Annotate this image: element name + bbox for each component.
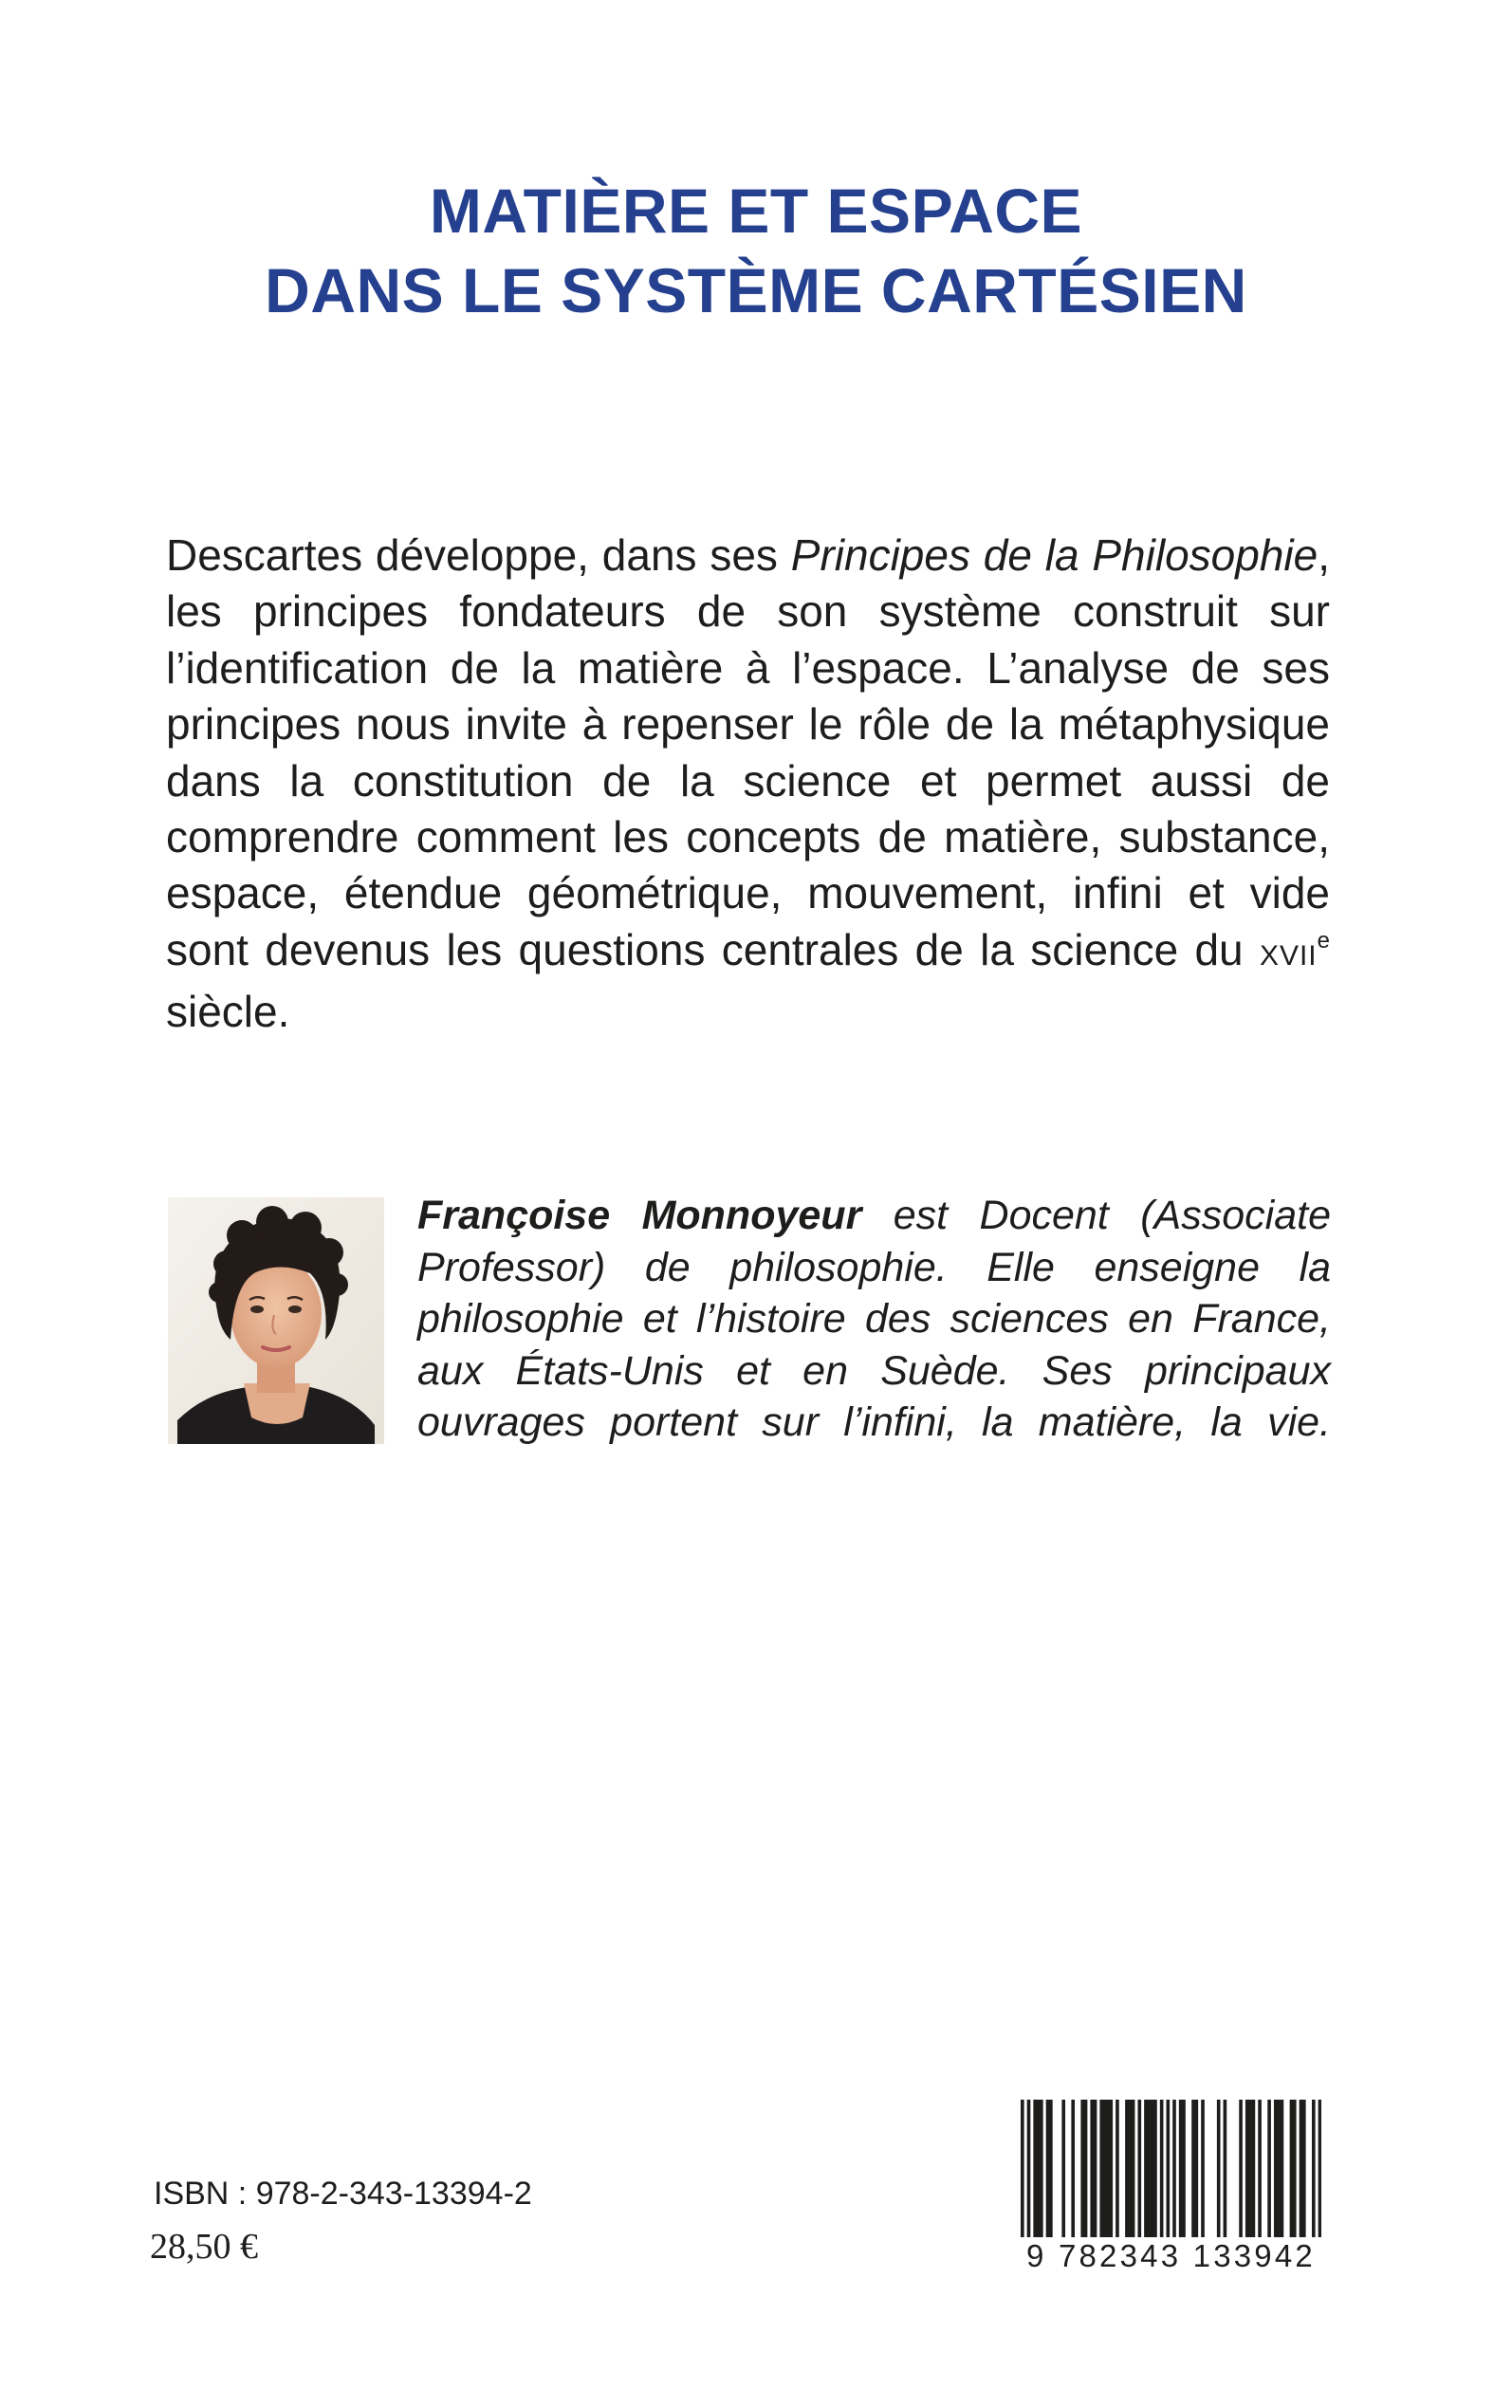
author-bio xyxy=(417,1190,1331,1449)
barcode-bar xyxy=(1128,2100,1132,2238)
barcode-bar xyxy=(1061,2100,1065,2238)
barcode-digits: 9 782343 133942 xyxy=(1021,2237,1321,2275)
blurb-text-2: , les principes fondateurs de son système construit sur l’identification de la matière à l’espace. L’analyse de ses principes nous invite à repenser le rôle de la métaphysique dans la constitution de la science et permet aussi de comprendre comment les concepts de matière, substance, espace, étendue géométrique, mouvement, infini et vide sont devenus les questions centrales de la science du xyxy=(166,530,1330,974)
barcode-bar xyxy=(1274,2100,1278,2238)
barcode-bar xyxy=(1267,2100,1271,2238)
blurb-text-1: Descartes développe, dans ses xyxy=(166,530,791,580)
barcode-bar xyxy=(1080,2100,1084,2238)
barcode-bar xyxy=(1037,2100,1041,2238)
barcode-bar xyxy=(1160,2100,1164,2238)
barcode-bar xyxy=(1217,2100,1221,2238)
barcode-bar xyxy=(1090,2100,1094,2238)
barcode-bar xyxy=(1132,2100,1135,2238)
barcode-bar xyxy=(1281,2100,1284,2238)
barcode-bar xyxy=(1179,2100,1183,2238)
barcode-bar xyxy=(1147,2100,1151,2238)
barcode-bar xyxy=(1103,2100,1107,2238)
author-bio-text: est Docent (Associate Professor) de philosophie. Elle enseigne la philosophie et l’histoire des sciences en France, aux États-Unis et en Suède. Ses principaux ouvrages portent sur l’infini, la matière, la vie. xyxy=(417,1193,1331,1445)
barcode-bar xyxy=(1302,2100,1306,2238)
barcode-bar xyxy=(1224,2100,1227,2238)
isbn: ISBN : 978-2-343-13394-2 xyxy=(154,2176,532,2212)
barcode-bar xyxy=(1071,2100,1075,2238)
barcode-bar xyxy=(1195,2100,1199,2238)
title-line-1: MATIÈRE ET ESPACE xyxy=(429,176,1083,246)
blurb-century: XVII xyxy=(1259,939,1318,972)
barcode-bar xyxy=(1109,2100,1113,2238)
barcode-bar xyxy=(1290,2100,1294,2238)
barcode-bar xyxy=(1033,2100,1037,2238)
barcode-bar xyxy=(1293,2100,1297,2238)
barcode xyxy=(1021,2100,1321,2275)
barcode-bar xyxy=(1049,2100,1053,2238)
blurb-century-sup: e xyxy=(1317,927,1330,954)
barcode-bar xyxy=(1248,2100,1252,2238)
book-blurb xyxy=(166,528,1330,1041)
author-photo xyxy=(168,1197,384,1444)
author-name: Françoise Monnoyeur xyxy=(417,1193,862,1238)
barcode-bar xyxy=(1099,2100,1103,2238)
barcode-bar xyxy=(1106,2100,1110,2238)
barcode-bar xyxy=(1137,2100,1141,2238)
blurb-text-3: siècle. xyxy=(166,987,290,1037)
barcode-bar xyxy=(1258,2100,1262,2238)
barcode-bar xyxy=(1144,2100,1148,2238)
barcode-bar xyxy=(1040,2100,1043,2238)
barcode-bar xyxy=(1245,2100,1249,2238)
barcode-bar xyxy=(1153,2100,1157,2238)
barcode-bar xyxy=(1239,2100,1243,2238)
barcode-bar xyxy=(1094,2100,1097,2238)
barcode-bar xyxy=(1046,2100,1050,2238)
barcode-bar xyxy=(1182,2100,1186,2238)
barcode-bar xyxy=(1300,2100,1303,2238)
barcode-bar xyxy=(1277,2100,1281,2238)
book-title xyxy=(0,171,1512,330)
barcode-bar xyxy=(1125,2100,1129,2238)
price: 28,50 € xyxy=(150,2227,258,2267)
barcode-bar xyxy=(1191,2100,1195,2238)
barcode-bar xyxy=(1116,2100,1119,2238)
barcode-bar xyxy=(1201,2100,1205,2238)
blurb-work-title: Principes de la Philosophie xyxy=(790,530,1318,580)
barcode-bar xyxy=(1252,2100,1256,2238)
barcode-bar xyxy=(1151,2100,1154,2238)
title-line-2: DANS LE SYSTÈME CARTÉSIEN xyxy=(265,255,1247,325)
barcode-bar xyxy=(1084,2100,1088,2238)
